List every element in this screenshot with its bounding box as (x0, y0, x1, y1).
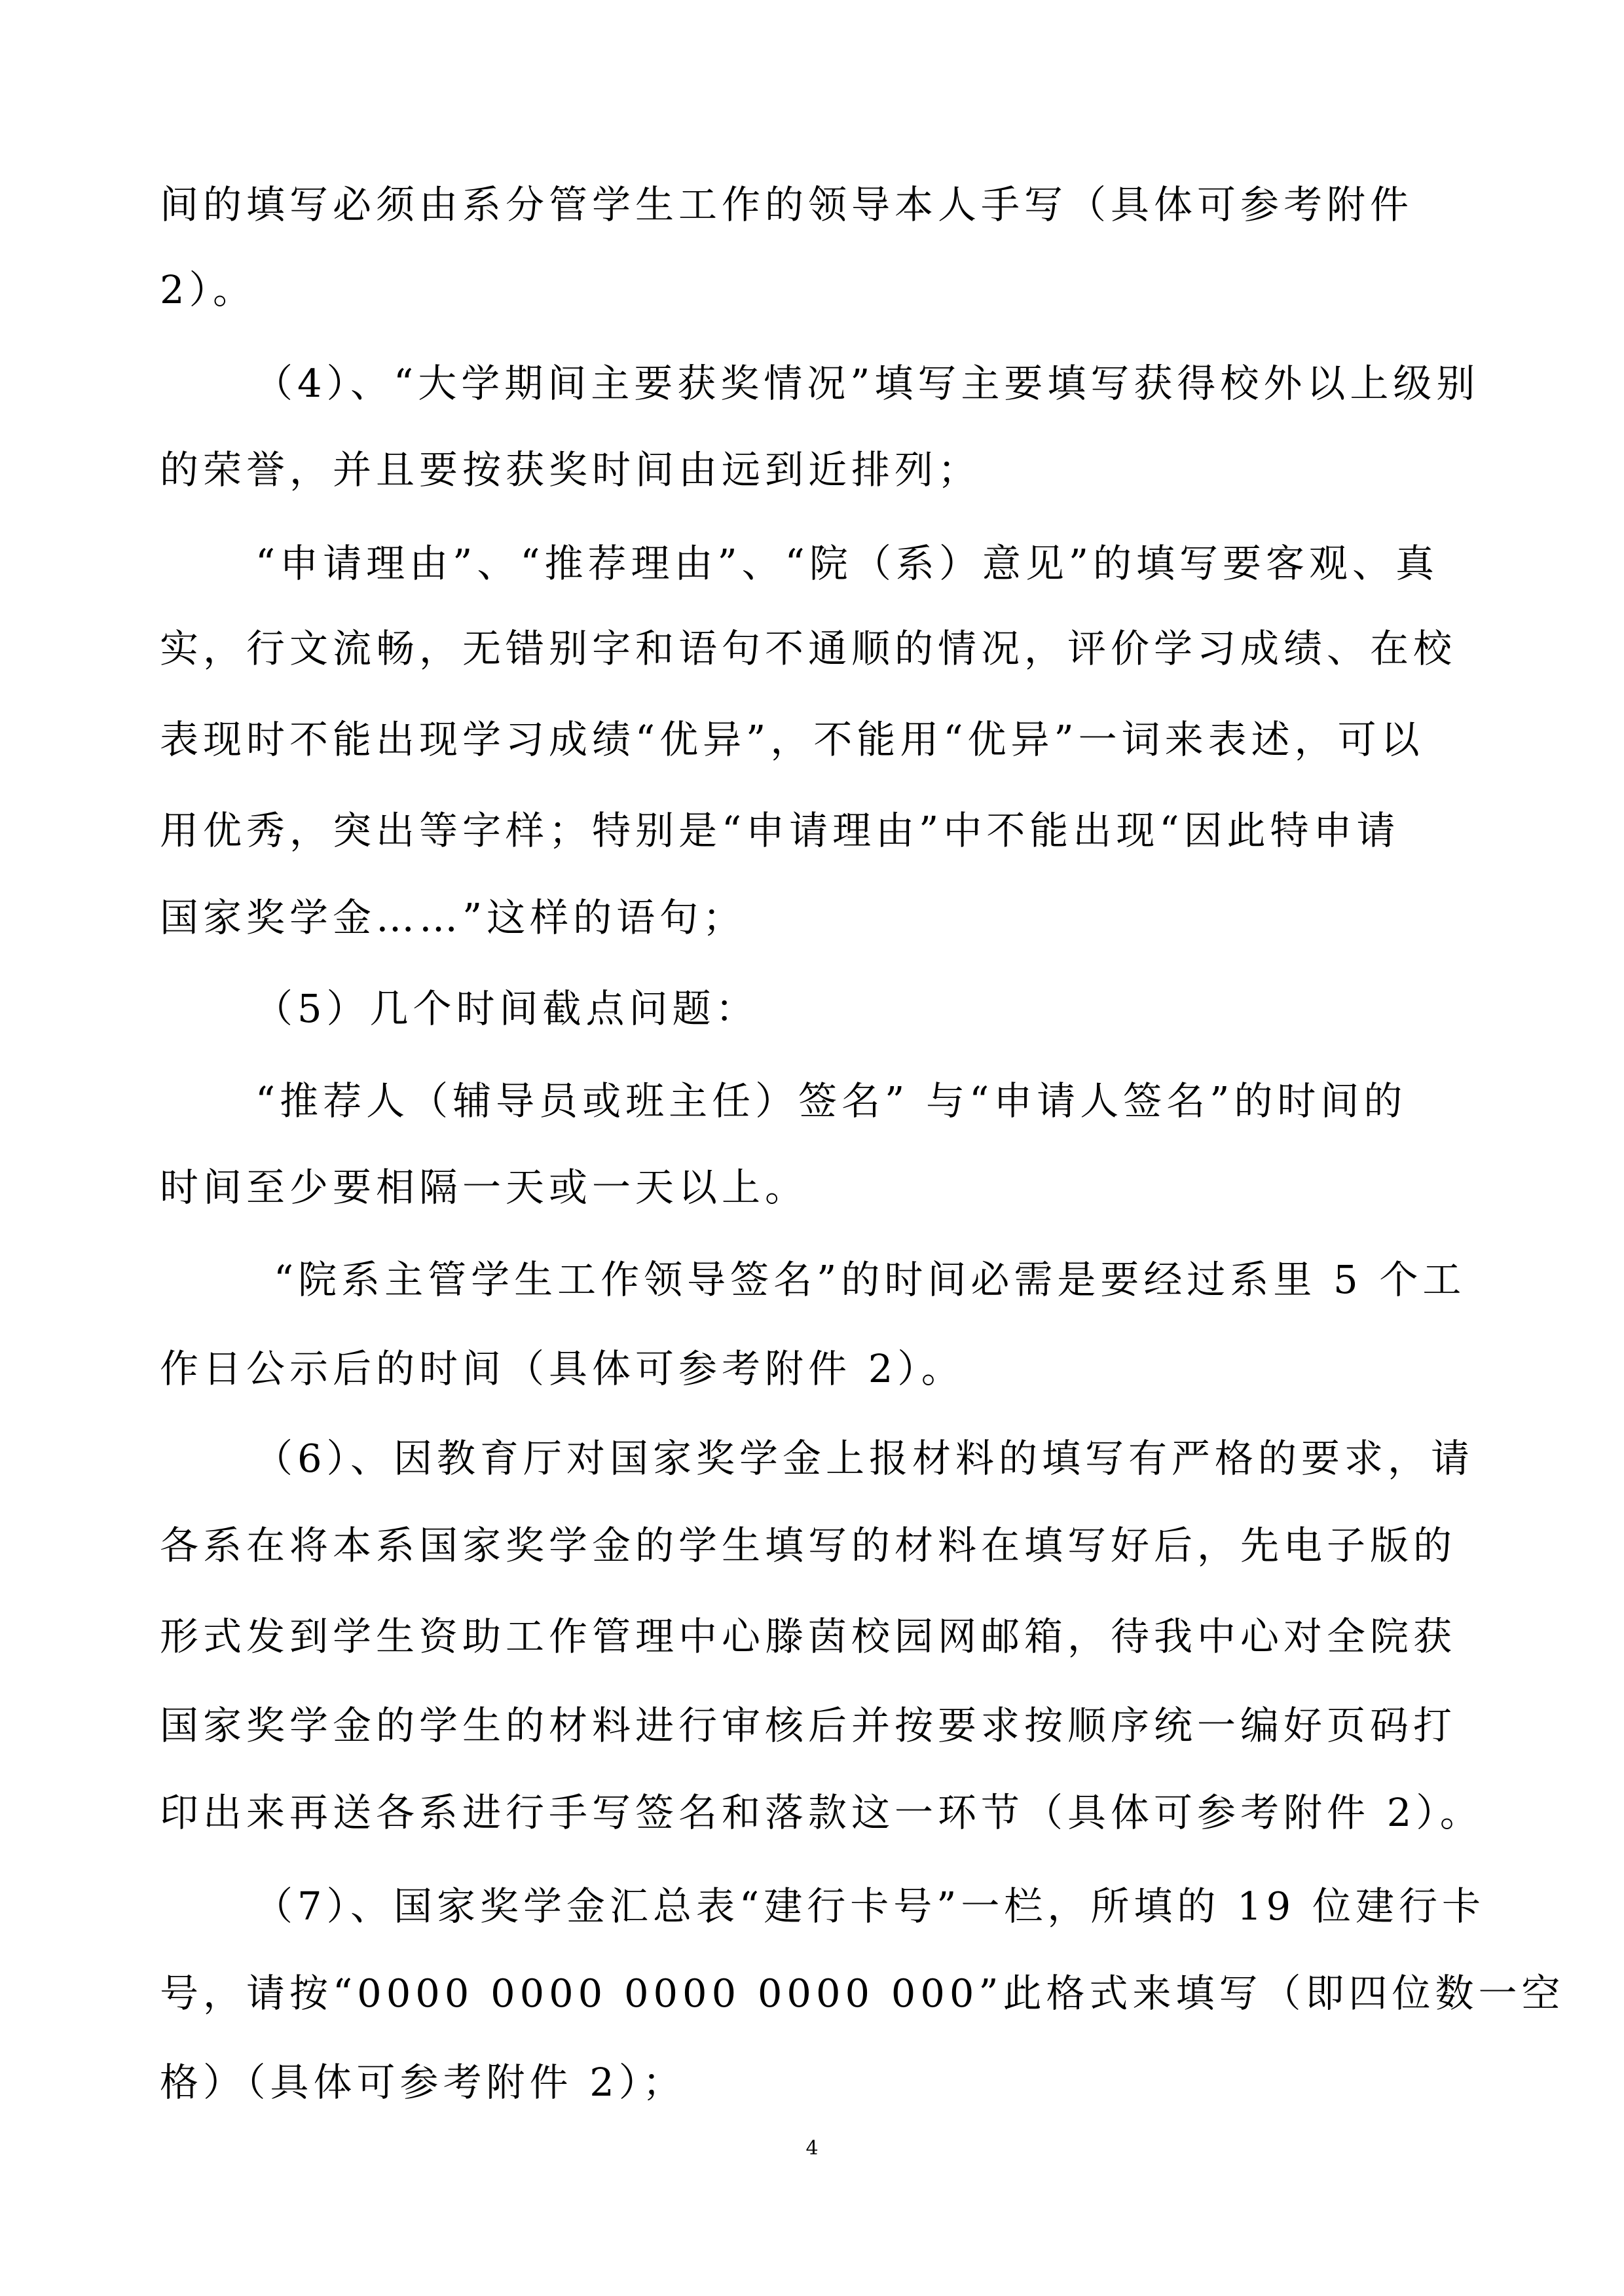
text-line: 形式发到学生资助工作管理中心滕茵校园网邮箱，待我中心对全院获 (160, 1614, 1457, 1659)
text-line: 各系在将本系国家奖学金的学生填写的材料在填写好后，先电子版的 (160, 1523, 1457, 1568)
text-line: 用优秀，突出等字样；特别是“申请理由”中不能出现“因此特申请 (160, 808, 1400, 853)
paragraph-6-start: （6）、因教育厅对国家奖学金上报材料的填写有严格的要求，请 (254, 1436, 1475, 1481)
text-line: 号，请按“0000 0000 0000 0000 000”此格式来填写（即四位数一空 (160, 1971, 1565, 2016)
text-line: 间的填写必须由系分管学生工作的领导本人手写（具体可参考附件 (160, 182, 1414, 227)
text-line: 时间至少要相隔一天或一天以上。 (160, 1165, 809, 1210)
paragraph-5-start: （5）几个时间截点问题： (254, 986, 759, 1031)
text-line: “申请理由”、“推荐理由”、“院（系）意见”的填写要客观、真 (255, 541, 1439, 586)
text-line: 印出来再送各系进行手写签名和落款这一环节（具体可参考附件 2）。 (160, 1790, 1483, 1835)
paragraph-7-start: （7）、国家奖学金汇总表“建行卡号”一栏，所填的 19 位建行卡 (254, 1884, 1485, 1929)
text-line: 2）。 (160, 267, 257, 312)
text-line: 国家奖学金的学生的材料进行审核后并按要求按顺序统一编好页码打 (160, 1703, 1457, 1748)
text-line: 的荣誉，并且要按获奖时间由远到近排列； (160, 447, 982, 492)
text-line: 国家奖学金……”这样的语句； (160, 895, 747, 940)
text-line: 表现时不能出现学习成绩“优异”，不能用“优异”一词来表述，可以 (160, 717, 1424, 762)
text-line: 格）（具体可参考附件 2）； (160, 2060, 686, 2105)
text-line: 作日公示后的时间（具体可参考附件 2）。 (160, 1346, 965, 1391)
text-line: “院系主管学生工作领导签名”的时间必需是要经过系里 5 个工 (274, 1257, 1466, 1302)
text-line: 实，行文流畅，无错别字和语句不通顺的情况，评价学习成绩、在校 (160, 626, 1457, 671)
text-line: “推荐人（辅导员或班主任）签名” 与“申请人签名”的时间的 (255, 1078, 1407, 1123)
page-number: 4 (805, 2137, 819, 2160)
paragraph-4-start: （4）、“大学期间主要获奖情况”填写主要填写获得校外以上级别 (254, 361, 1480, 406)
